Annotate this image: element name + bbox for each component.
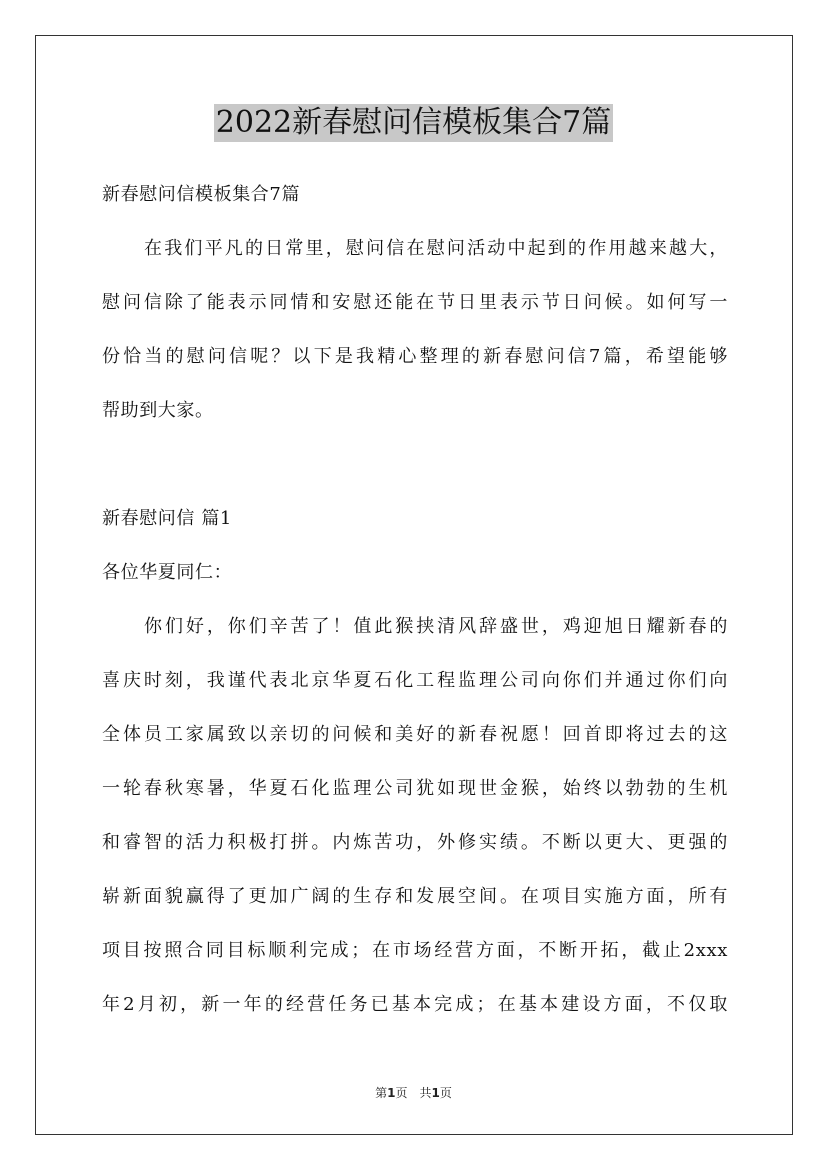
body-line-1: 你们好，你们辛苦了！值此猴挟清风辞盛世，鸡迎旭日耀新春的 <box>144 616 728 637</box>
body-line-3: 全体员工家属致以亲切的问候和美好的新春祝愿！回首即将过去的这 <box>102 724 728 745</box>
page-number-footer <box>0 1085 827 1101</box>
body-line-4: 一轮春秋寒暑，华夏石化监理公司犹如现世金猴，始终以勃勃的生机 <box>102 778 728 799</box>
title-container <box>0 104 827 142</box>
section-heading: 新春慰问信 篇1 <box>102 508 232 529</box>
body-line-8: 年2月初，新一年的经营任务已基本完成；在基本建设方面，不仅取 <box>102 994 728 1015</box>
intro-line-3: 份恰当的慰问信呢？以下是我精心整理的新春慰问信7篇，希望能够 <box>102 346 728 367</box>
intro-line-4: 帮助到大家。 <box>102 400 214 421</box>
intro-line-2: 慰问信除了能表示同情和安慰还能在节日里表示节日问候。如何写一 <box>102 292 728 313</box>
body-line-5: 和睿智的活力积极打拼。内炼苦功，外修实绩。不断以更大、更强的 <box>102 832 728 853</box>
page-mid: 页 共 <box>395 1086 432 1100</box>
document-subtitle: 新春慰问信模板集合7篇 <box>102 184 301 205</box>
page-total: 1 <box>431 1086 440 1100</box>
page-prefix: 第 <box>375 1086 388 1100</box>
body-line-2: 喜庆时刻，我谨代表北京华夏石化工程监理公司向你们并通过你们向 <box>102 670 728 691</box>
body-line-7: 项目按照合同目标顺利完成；在市场经营方面，不断开拓，截止2xxx <box>102 940 728 961</box>
body-line-6: 崭新面貌赢得了更加广阔的生存和发展空间。在项目实施方面，所有 <box>102 886 728 907</box>
salutation: 各位华夏同仁： <box>102 562 233 583</box>
intro-line-1: 在我们平凡的日常里，慰问信在慰问活动中起到的作用越来越大， <box>144 238 728 259</box>
page-suffix: 页 <box>439 1086 452 1100</box>
document-title: 2022新春慰问信模板集合7篇 <box>215 105 612 140</box>
page-current: 1 <box>387 1086 396 1100</box>
